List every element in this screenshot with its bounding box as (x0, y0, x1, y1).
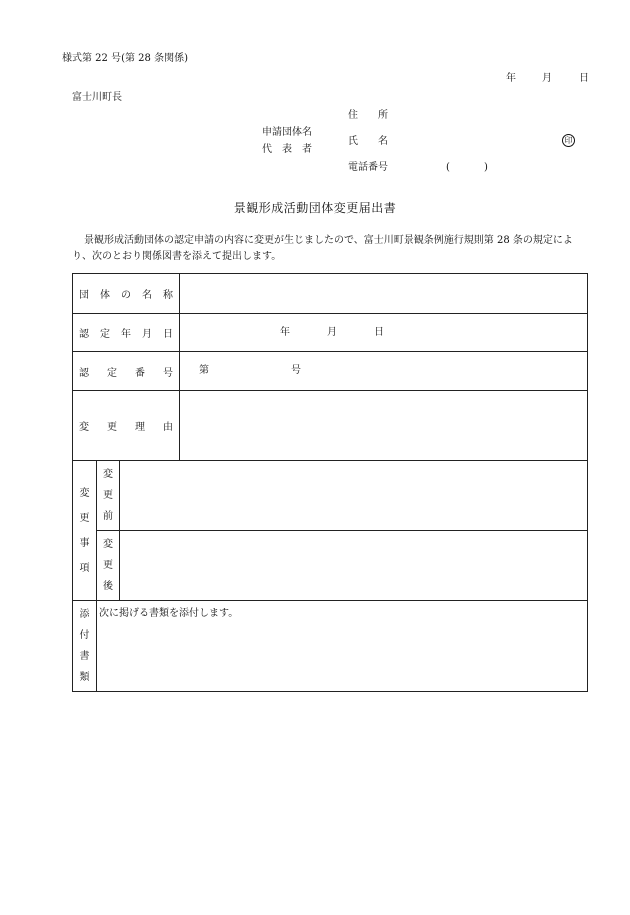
cert-month-label: 月 (327, 326, 337, 338)
before-label: 変更前 (97, 461, 120, 531)
change-items-label: 変更事項 (73, 461, 97, 601)
row-attachments (73, 601, 588, 692)
cert-day-label: 日 (374, 326, 384, 338)
after-field[interactable] (120, 531, 588, 601)
phone-paren-open: ( (446, 162, 450, 173)
cert-date-field[interactable] (180, 314, 588, 352)
form-table (72, 273, 588, 692)
date-day-label: 日 (579, 73, 589, 84)
attachments-label: 添付書類 (73, 601, 97, 692)
cert-number-label: 認定番号 (73, 352, 180, 391)
form-number: 様式第 22 号(第 28 条関係) (62, 53, 188, 64)
body-text: 景観形成活動団体の認定申請の内容に変更が生じましたので、富士川町景観条例施行規則第 28 条の規定により、次のとおり関係図書を添えて提出します。 (72, 235, 573, 262)
addressee: 富士川町長 (72, 92, 122, 103)
cert-number-suffix: 号 (291, 365, 301, 376)
date-month-label: 月 (542, 73, 552, 84)
reason-label: 変更理由 (73, 391, 180, 461)
after-label: 変更後 (97, 531, 120, 601)
row-reason (73, 391, 588, 461)
row-group-name (73, 274, 588, 314)
group-name-field[interactable] (180, 274, 588, 314)
row-before (73, 461, 588, 531)
document-title: 景観形成活動団体変更届出書 (233, 201, 397, 215)
row-cert-date (73, 314, 588, 352)
row-after (73, 531, 588, 601)
group-name-label: 団体の名称 (73, 274, 180, 314)
before-field[interactable] (120, 461, 588, 531)
attachments-field[interactable] (97, 601, 588, 692)
cert-number-field[interactable] (180, 352, 588, 391)
date-year-label: 年 (506, 73, 516, 84)
cert-date-label: 認定年月日 (73, 314, 180, 352)
phone-paren-close: ) (484, 162, 488, 173)
attachments-text: 次に掲げる書類を添付します。 (99, 608, 239, 619)
applicant-group-label: 申請団体名 (262, 127, 312, 138)
name-label: 氏 名 (348, 136, 388, 147)
address-label: 住 所 (348, 110, 388, 121)
reason-field[interactable] (180, 391, 588, 461)
representative-label: 代 表 者 (262, 144, 312, 155)
phone-label: 電話番号 (348, 162, 388, 173)
seal-mark: 印 (562, 134, 575, 147)
cert-year-label: 年 (280, 326, 290, 338)
row-cert-number (73, 352, 588, 391)
cert-number-prefix: 第 (199, 365, 209, 376)
